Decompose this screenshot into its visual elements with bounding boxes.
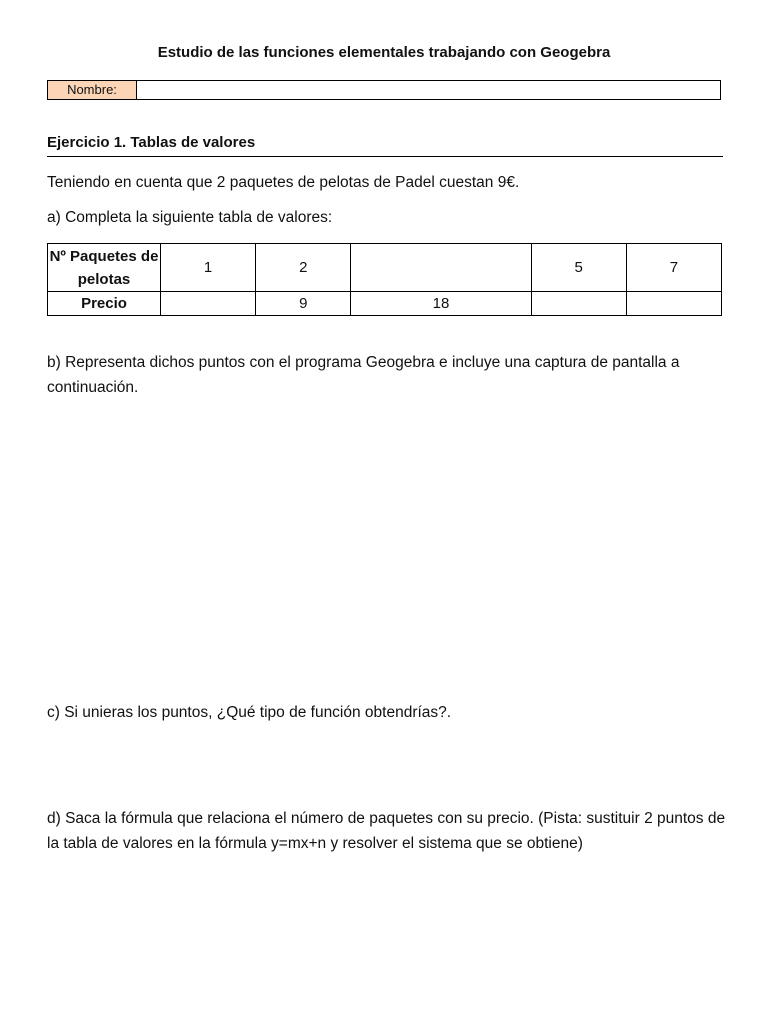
intro-text: Teniendo en cuenta que 2 paquetes de pelotas de Padel cuestan 9€. xyxy=(47,174,520,191)
name-label: Nombre: xyxy=(48,81,137,99)
table-cell[interactable] xyxy=(161,292,256,316)
name-field-box xyxy=(47,80,721,100)
table-cell[interactable] xyxy=(351,244,531,292)
name-input[interactable] xyxy=(137,81,720,99)
table-row xyxy=(48,292,722,316)
part-b-text: b) Representa dichos puntos con el programa Geogebra e incluye una captura de pantalla a continuación. xyxy=(47,354,680,396)
row-header-price: Precio xyxy=(48,292,161,316)
table-cell[interactable]: 7 xyxy=(626,244,721,292)
table-cell[interactable] xyxy=(531,292,626,316)
row-header-packages: Nº Paquetes de pelotas xyxy=(48,244,161,292)
exercise-heading: Ejercicio 1. Tablas de valores xyxy=(47,134,723,157)
table-cell[interactable]: 5 xyxy=(531,244,626,292)
page-title: Estudio de las funciones elementales trabajando con Geogebra xyxy=(157,44,611,61)
table-cell[interactable]: 9 xyxy=(256,292,351,316)
table-cell[interactable]: 1 xyxy=(161,244,256,292)
part-c-text: c) Si unieras los puntos, ¿Qué tipo de función obtendrías?. xyxy=(47,704,452,721)
table-cell[interactable]: 18 xyxy=(351,292,531,316)
part-d-text: d) Saca la fórmula que relaciona el número de paquetes con su precio. (Pista: sustituir 2 puntos de la tabla de valores en la fórmula y=mx+n y resolver el sistema que se obtiene) xyxy=(47,810,726,852)
table-row xyxy=(48,244,722,292)
values-table xyxy=(47,243,722,316)
part-a-text: a) Completa la siguiente tabla de valores: xyxy=(47,209,333,226)
table-cell[interactable]: 2 xyxy=(256,244,351,292)
table-cell[interactable] xyxy=(626,292,721,316)
